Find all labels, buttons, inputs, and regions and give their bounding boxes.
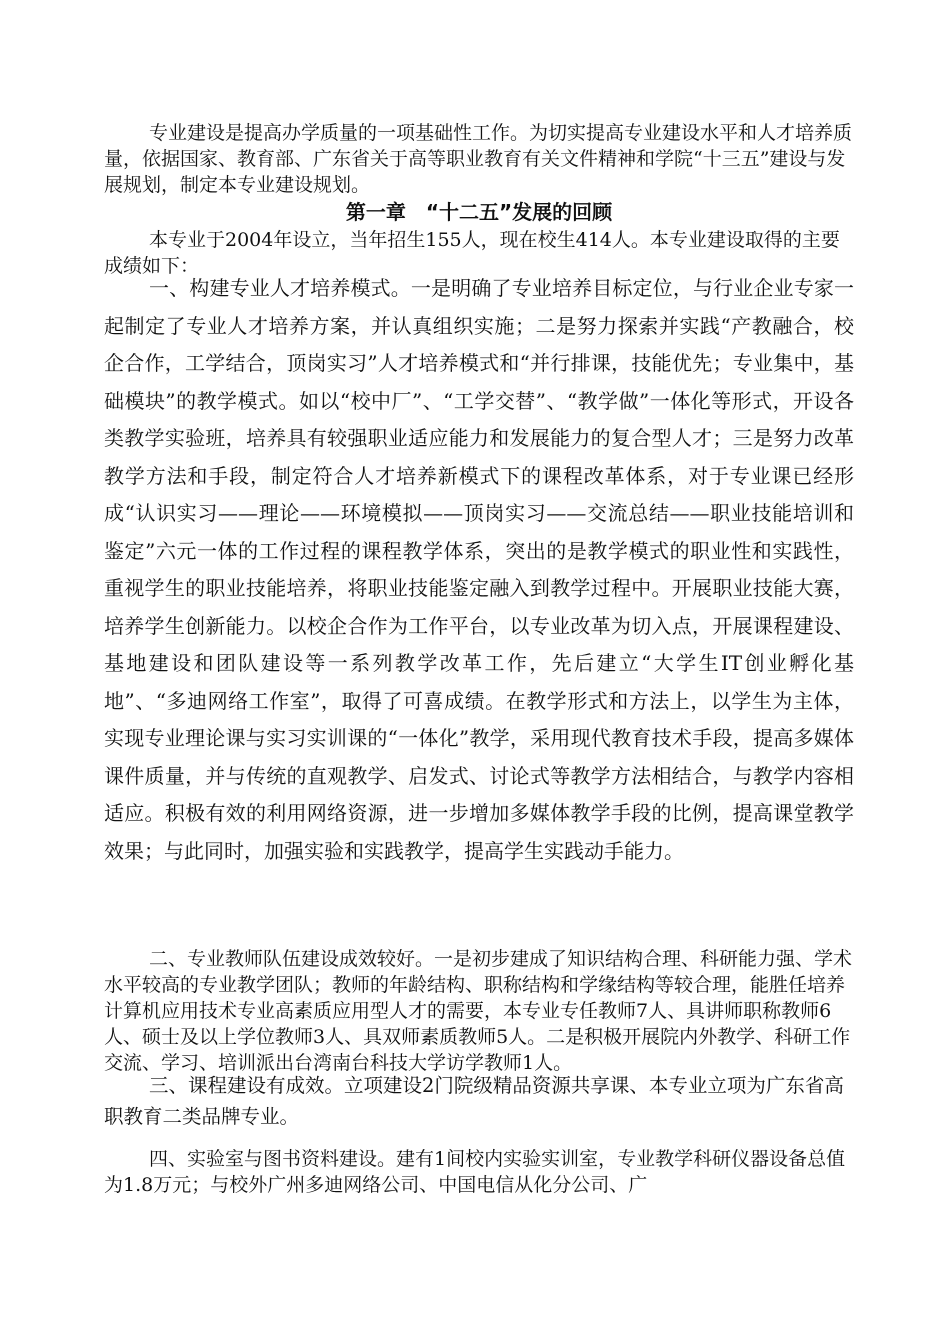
item-3-paragraph: 三、课程建设有成效。立项建设2门院级精品资源共享课、本专业立项为广东省高职教育二类品牌专业。 [104,1074,844,1128]
item-1-paragraph: 一、构建专业人才培养模式。一是明确了专业培养目标定位，与行业企业专家一起制定了专业人才培养方案，并认真组织实施；二是努力探索并实践“产教融合，校企合作，工学结合，顶岗实习”人才培养模式和“并行排课，技能优先；专业集中，基础模块”的教学模式。如以“校中厂”、“工学交替”、“教学做”一体化等形式，开设各类教学实验班，培养具有较强职业适应能力和发展能力的复合型人才；三是努力改革教学方法和手段，制定符合人才培养新模式下的课程改革体系，对于专业课已经形成“认识实习——理论——环境模拟——顶岗实习——交流总结——职业技能培训和鉴定”六元一体的工作过程的课程教学体系，突出的是教学模式的职业性和实践性，重视学生的职业技能培养，将职业技能鉴定融入到教学过程中。开展职业技能大赛，培养学生创新能力。以校企合作为工作平台，以专业改革为切入点，开展课程建设、基地建设和团队建设等一系列教学改革工作，先后建立“大学生IT创业孵化基地”、“多迪网络工作室”，取得了可喜成绩。在教学形式和方法上，以学生为主体，实现专业理论课与实习实训课的“一体化”教学，采用现代教育技术手段，提高多媒体课件质量，并与传统的直观教学、启发式、讨论式等教学方法相结合，与教学内容相适应。积极有效的利用网络资源，进一步增加多媒体教学手段的比例，提高课堂教学效果；与此同时，加强实验和实践教学，提高学生实践动手能力。 [104,276,854,863]
item-2-paragraph: 二、专业教师队伍建设成效较好。一是初步建成了知识结构合理、科研能力强、学术水平较高的专业教学团队；教师的年龄结构、职称结构和学缘结构等较合理，能胜任培养计算机应用技术专业高素质应用型人才的需要，本专业专任教师7人、具讲师职称教师6人、硕士及以上学位教师3人、具双师素质教师5人。二是积极开展院内外教学、科研工作交流、学习、培训派出台湾南台科技大学访学教师1人。 [104,948,853,1074]
summary-paragraph: 本专业于2004年设立，当年招生155人，现在校生414人。本专业建设取得的主要成绩如下： [104,229,840,277]
chapter-title: 第一章 “十二五”发展的回顾 [345,200,613,224]
item-4-paragraph: 四、实验室与图书资料建设。建有1间校内实验实训室，专业教学科研仪器设备总值为1.8万元；与校外广州多迪网络公司、中国电信从化分公司、广 [104,1148,846,1196]
intro-paragraph: 专业建设是提高办学质量的一项基础性工作。为切实提高专业建设水平和人才培养质量，依据国家、教育部、广东省关于高等职业教育有关文件精神和学院“十三五”建设与发展规划，制定本专业建设规划。 [104,122,853,196]
